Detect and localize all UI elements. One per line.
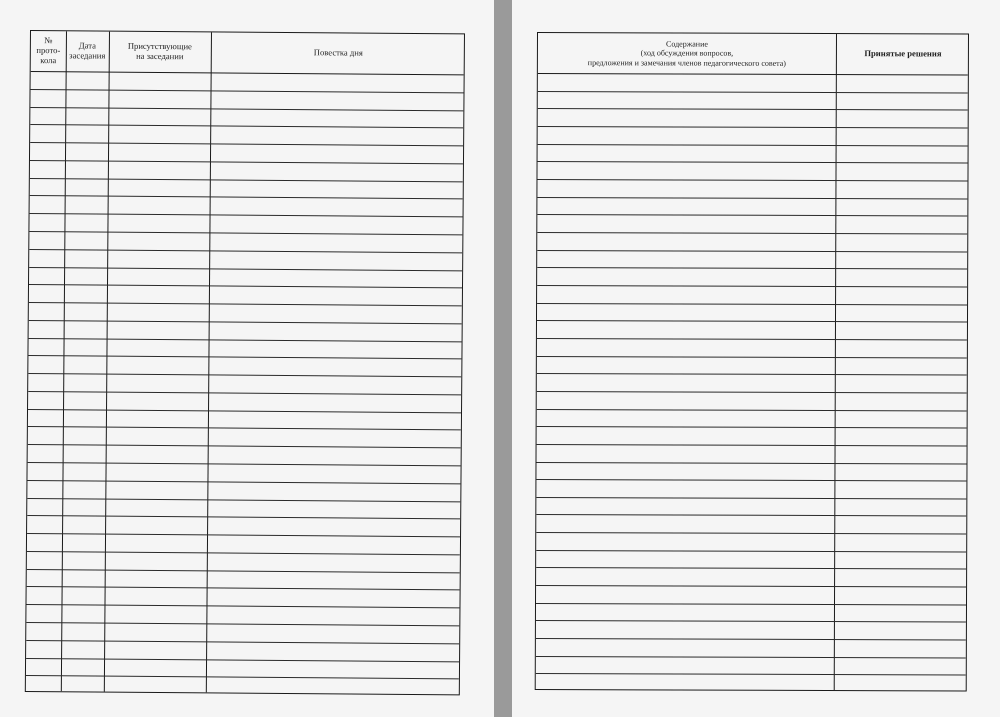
header-decisions: Принятые решения [864,48,942,59]
table-row-line [26,640,459,644]
table-row-line [537,391,967,394]
column-divider [206,32,212,692]
table-row-line [26,693,459,695]
table-row-line [536,497,966,500]
header-protocol-number: № прото- кола [36,35,61,66]
table-row-line [538,108,968,111]
table-row-line [536,585,966,588]
table-row-line [536,532,966,535]
table-row-line [29,320,462,324]
table-row-line [26,622,459,626]
table-row-line [29,249,462,253]
table-row-line [27,497,460,501]
table-row-line [29,302,462,306]
table-row-line [30,107,463,111]
table-row-line [26,604,459,608]
table-row-line [30,195,463,199]
table-row-line [28,373,461,377]
table-row-line [29,284,462,288]
table-row-line [536,479,966,482]
column-divider [104,32,110,692]
table-row-line [536,620,966,623]
table-row-line [537,338,967,341]
table-row-line [29,267,462,271]
table-row-line [26,675,459,679]
table-row-line [537,267,967,270]
table-row-line [537,250,967,253]
table-row-line [27,533,460,537]
table-row-line [536,638,966,641]
table-row-line [28,355,461,359]
table-row-line [537,179,967,182]
table-row-line [538,144,968,147]
table-row-line [537,232,967,235]
table-row-line [29,231,462,235]
table-row-line [537,356,967,359]
table-row-line [29,338,462,342]
table-row-line [536,656,966,659]
table-row-line [27,551,460,555]
table-row-line [536,673,966,676]
table-row-line [28,426,461,430]
table-row-line [30,160,463,164]
table-row-line [27,480,460,484]
table-row-line [536,567,966,570]
table-row-line [537,320,967,323]
table-row-line [537,197,967,200]
table-row-line [537,303,967,306]
table-row-line [30,178,463,182]
header-present: Присутствующие на заседании [127,40,192,62]
table-row-line [538,91,968,94]
column-divider [834,34,837,690]
table-row-line [538,161,968,164]
table-row-line [536,514,966,517]
table-row-line [26,657,459,661]
table-row-line [536,691,966,692]
left-page [0,0,494,717]
header-meeting-date: Дата заседания [69,40,106,61]
table-row-line [538,126,968,129]
table-row-line [537,214,967,217]
table-row-line [31,89,464,93]
table-row-line [28,462,461,466]
left-ledger-table [25,30,465,695]
table-row-line [30,142,463,146]
table-row-line [27,569,460,573]
table-row-line [30,213,463,217]
table-row-line [536,603,966,606]
table-row-line [27,586,460,590]
table-row-line [28,409,461,413]
right-ledger-table [535,32,969,692]
table-row-line [537,444,967,447]
table-row-line [537,409,967,412]
table-row-line [537,285,967,288]
table-row-line [28,391,461,395]
table-row-line [537,373,967,376]
column-divider [61,31,67,691]
table-row-line [537,426,967,429]
table-row-line [536,462,966,465]
header-content: Содержание (ход обсуждения вопросов, предложения и замечания членов педагогического совета) [587,39,786,68]
table-row-line [28,444,461,448]
table-row-line [536,550,966,553]
right-page [512,0,1000,717]
table-row-line [30,124,463,128]
table-row-line [27,515,460,519]
header-agenda: Повестка дня [313,47,363,58]
